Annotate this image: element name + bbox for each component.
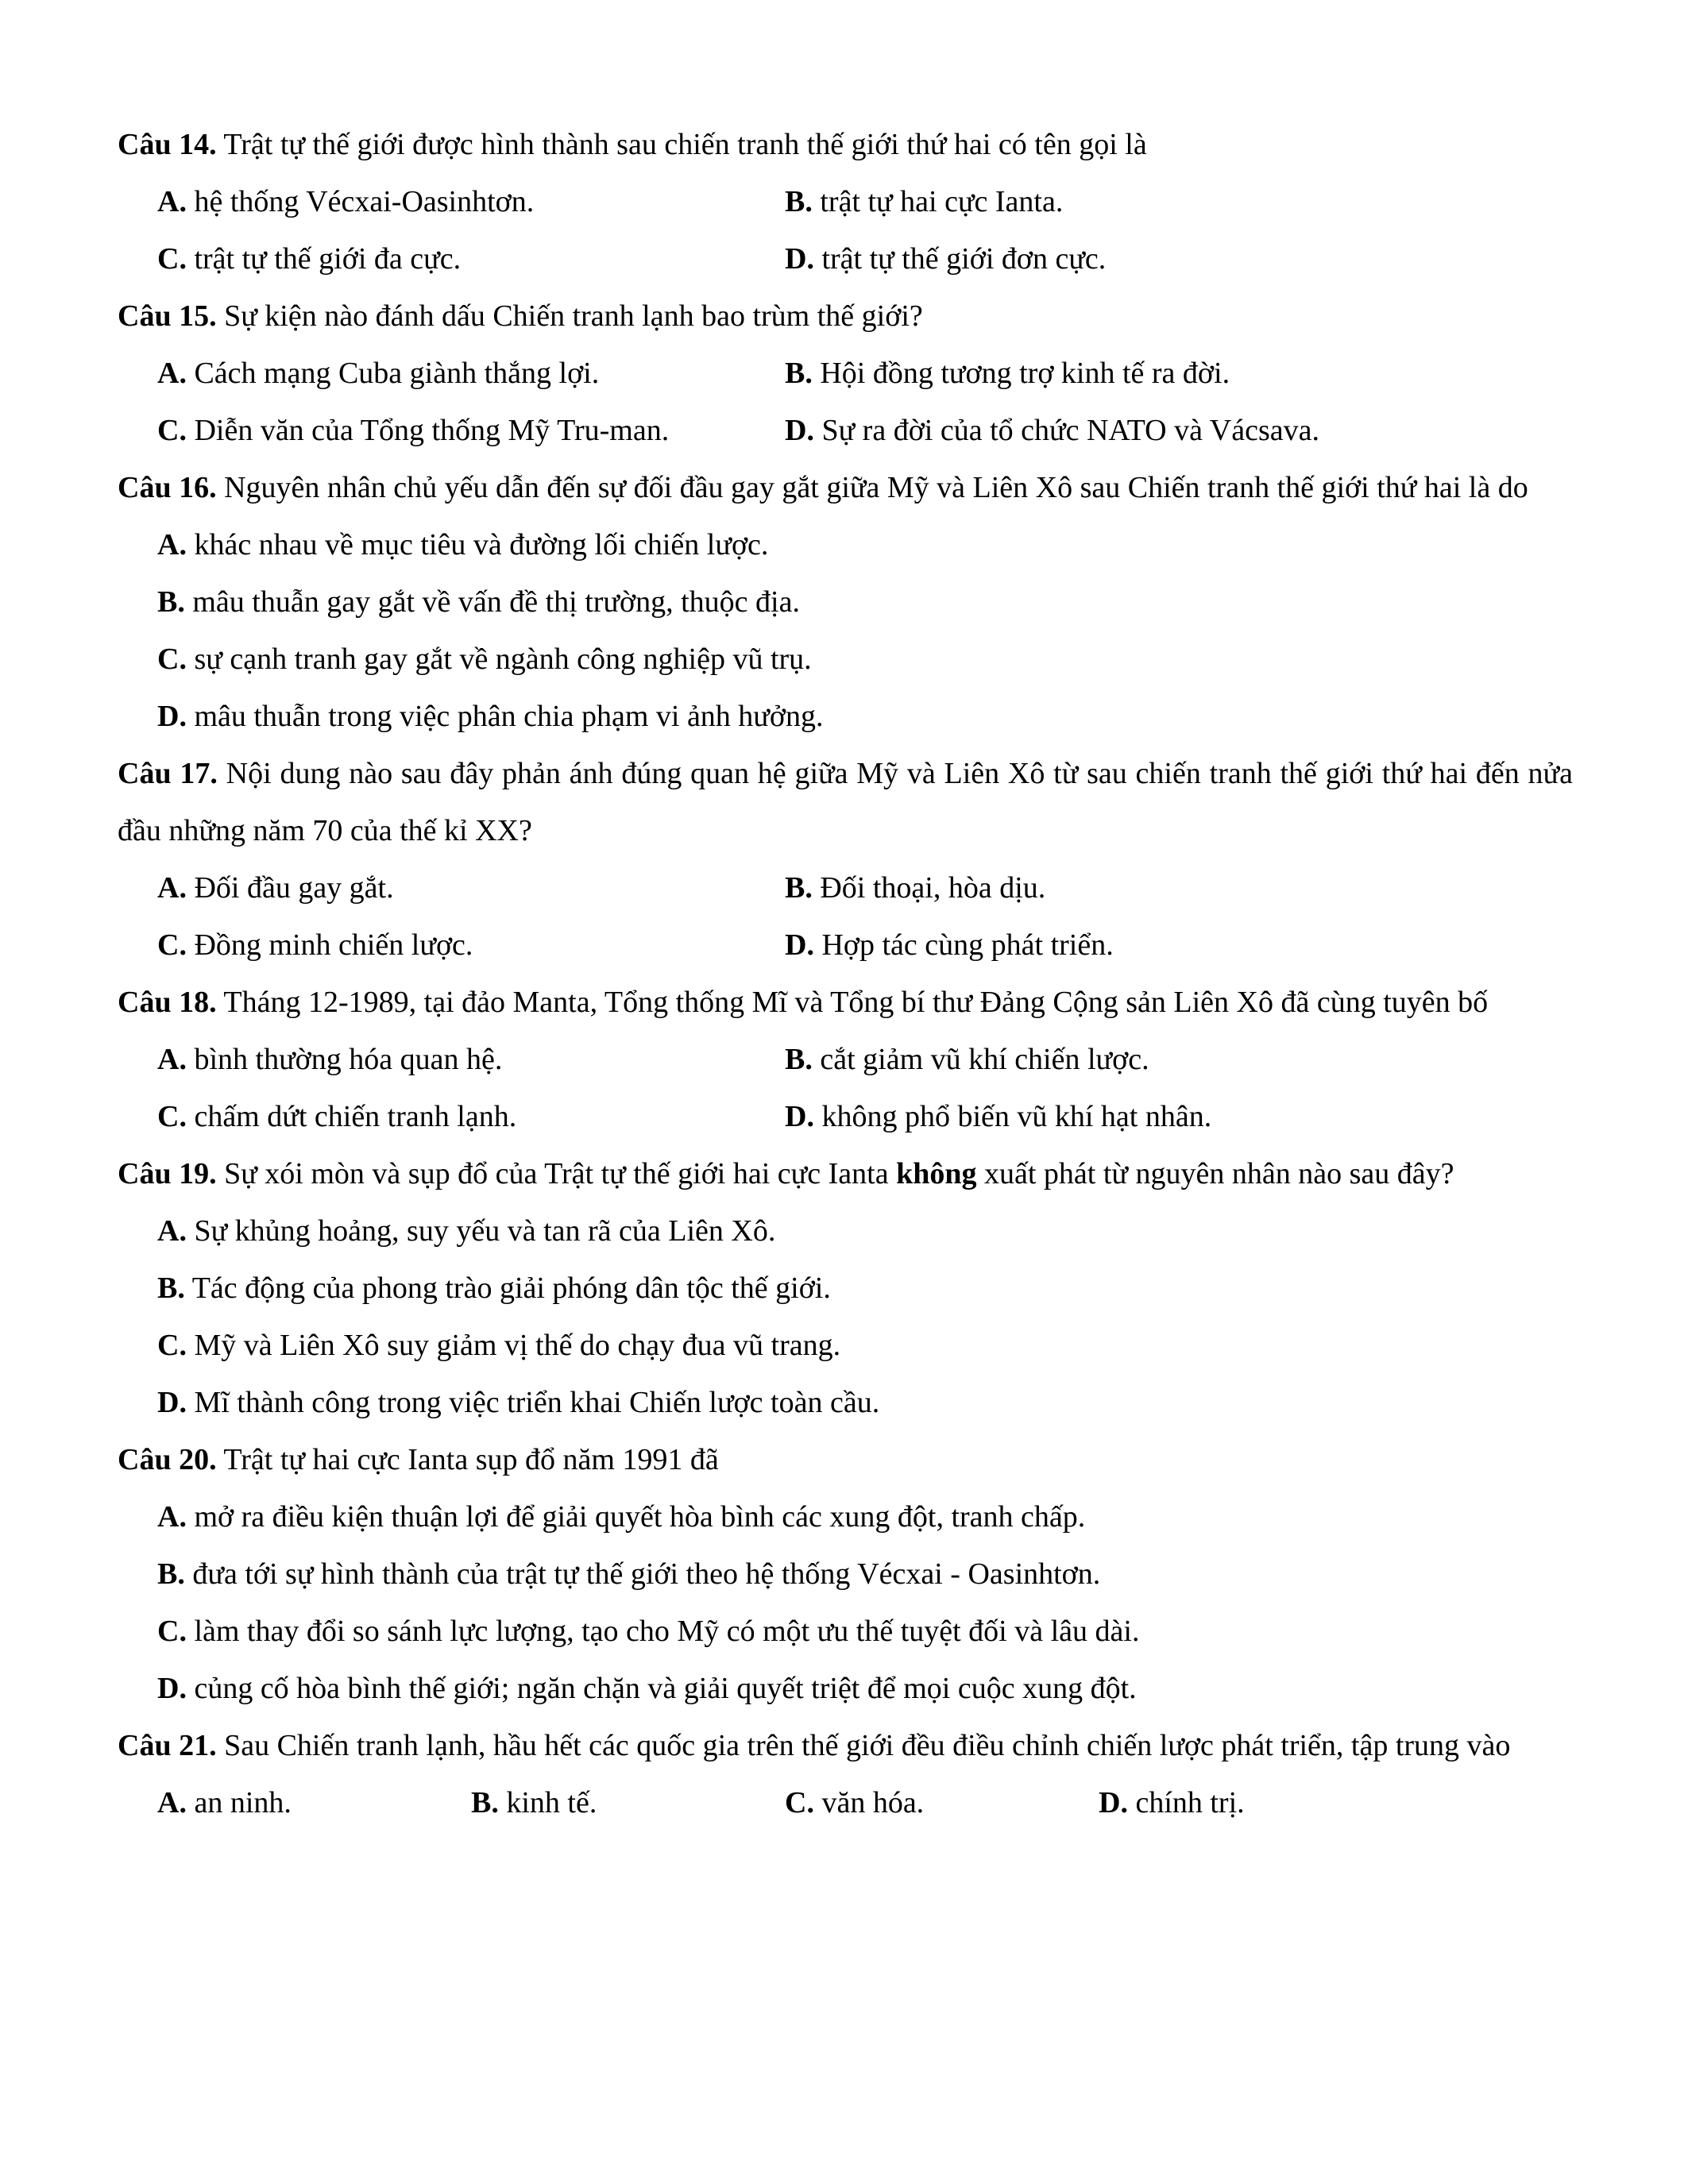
option-c [785, 1774, 1099, 1831]
option-row [157, 688, 1573, 745]
option-text: cắt giảm vũ khí chiến lược. [820, 1043, 1149, 1076]
answer-options [118, 1031, 1573, 1145]
option-c [157, 916, 785, 974]
stem-text: Sự xói mòn và sụp đổ của Trật tự thế giới hai cực Ianta [224, 1157, 897, 1190]
option-b [785, 859, 1412, 916]
option-letter: C. [157, 414, 187, 447]
stem-text: Sự kiện nào đánh dấu Chiến tranh lạnh bao trùm thế giới? [224, 299, 923, 333]
question-stem [118, 974, 1573, 1031]
option-a [157, 1488, 1085, 1545]
question-17 [118, 745, 1573, 974]
option-text: trật tự hai cực Ianta. [820, 185, 1064, 218]
question-label: Câu 15. [118, 299, 217, 333]
option-b [471, 1774, 785, 1831]
stem-text: Tháng 12-1989, tại đảo Manta, Tổng thống Mĩ và Tổng bí thư Đảng Cộng sản Liên Xô đã cùng tuyên bố [223, 986, 1489, 1019]
option-text: Tác động của phong trào giải phóng dân tộc thế giới. [191, 1271, 831, 1305]
option-text: Hợp tác cùng phát triển. [821, 928, 1114, 962]
option-row [157, 1603, 1573, 1660]
option-letter: D. [785, 928, 814, 962]
question-label: Câu 17. [118, 757, 218, 790]
question-21 [118, 1717, 1573, 1831]
option-row [157, 916, 1573, 974]
option-letter: C. [157, 242, 187, 276]
stem-text: Trật tự hai cực Ianta sụp đổ năm 1991 đã [223, 1443, 719, 1476]
question-16 [118, 459, 1573, 745]
question-20 [118, 1431, 1573, 1717]
option-a [157, 1774, 471, 1831]
option-letter: D. [785, 242, 814, 276]
option-letter: A. [157, 1043, 187, 1076]
option-letter: B. [157, 1557, 185, 1591]
option-letter: B. [471, 1786, 499, 1819]
option-text: trật tự thế giới đơn cực. [821, 242, 1107, 276]
option-letter: A. [157, 185, 187, 218]
answer-options [118, 1488, 1573, 1717]
option-text: an ninh. [194, 1786, 292, 1819]
option-text: sự cạnh tranh gay gắt về ngành công nghiệp vũ trụ. [194, 642, 812, 676]
option-b [785, 1031, 1412, 1088]
option-b [785, 345, 1412, 402]
option-text: Mỹ và Liên Xô suy giảm vị thế do chạy đua vũ trang. [194, 1329, 841, 1362]
question-label: Câu 20. [118, 1443, 217, 1476]
option-letter: A. [157, 1786, 187, 1819]
option-row [157, 516, 1573, 573]
option-letter: B. [785, 357, 813, 390]
answer-options [118, 859, 1573, 974]
option-d [157, 1374, 879, 1431]
option-c [157, 230, 785, 287]
option-letter: C. [157, 1100, 187, 1133]
option-letter: B. [785, 871, 813, 905]
stem-text: Trật tự thế giới được hình thành sau chiến tranh thế giới thứ hai có tên gọi là [223, 128, 1147, 161]
option-letter: D. [157, 700, 187, 733]
option-row [157, 173, 1573, 230]
option-a [157, 1202, 775, 1260]
option-letter: A. [157, 1214, 187, 1248]
question-stem [118, 1717, 1573, 1774]
option-row [157, 859, 1573, 916]
option-c [157, 1317, 840, 1374]
option-d [1099, 1774, 1412, 1831]
option-text: Mĩ thành công trong việc triển khai Chiến lược toàn cầu. [194, 1386, 880, 1419]
option-text: Sự ra đời của tổ chức NATO và Vácsava. [821, 414, 1319, 447]
option-text: chính trị. [1135, 1786, 1245, 1819]
option-letter: A. [157, 357, 187, 390]
question-stem [118, 1145, 1573, 1202]
question-label: Câu 21. [118, 1729, 217, 1762]
option-row [157, 573, 1573, 631]
option-letter: A. [157, 528, 187, 561]
option-b [157, 573, 800, 631]
option-row [157, 631, 1573, 688]
question-15 [118, 287, 1573, 459]
option-row [157, 1031, 1573, 1088]
option-letter: D. [157, 1672, 187, 1705]
option-text: mở ra điều kiện thuận lợi để giải quyết hòa bình các xung đột, tranh chấp. [194, 1500, 1086, 1534]
option-d [157, 1660, 1137, 1717]
option-d [785, 230, 1412, 287]
stem-text: Nội dung nào sau đây phản ánh đúng quan hệ giữa Mỹ và Liên Xô từ sau chiến tranh thế giới thứ hai đến nửa đầu những năm 70 của thế kỉ XX? [118, 757, 1573, 847]
option-text: kinh tế. [506, 1786, 597, 1819]
option-row [157, 1374, 1573, 1431]
exam-page [118, 116, 1573, 1831]
option-c [157, 631, 812, 688]
question-label: Câu 19. [118, 1157, 217, 1190]
option-row [157, 1545, 1573, 1603]
option-text: mâu thuẫn gay gắt về vấn đề thị trường, thuộc địa. [192, 585, 800, 619]
question-18 [118, 974, 1573, 1145]
option-text: Đồng minh chiến lược. [194, 928, 473, 962]
option-letter: B. [785, 185, 813, 218]
option-row [157, 1202, 1573, 1260]
question-stem [118, 287, 1573, 345]
option-c [157, 402, 785, 459]
option-text: không phổ biến vũ khí hạt nhân. [821, 1100, 1212, 1133]
option-text: chấm dứt chiến tranh lạnh. [194, 1100, 517, 1133]
question-14 [118, 116, 1573, 287]
option-row [157, 1488, 1573, 1545]
option-letter: B. [785, 1043, 813, 1076]
option-text: khác nhau về mục tiêu và đường lối chiến lược. [194, 528, 769, 561]
option-text: đưa tới sự hình thành của trật tự thế giới theo hệ thống Vécxai - Oasinhtơn. [192, 1557, 1101, 1591]
option-letter: C. [157, 1615, 187, 1648]
option-row [157, 345, 1573, 402]
option-letter: C. [157, 928, 187, 962]
option-text: mâu thuẫn trong việc phân chia phạm vi ảnh hưởng. [194, 700, 824, 733]
question-label: Câu 14. [118, 128, 217, 161]
option-b [157, 1260, 831, 1317]
option-d [785, 1088, 1412, 1145]
option-a [157, 1031, 785, 1088]
question-19 [118, 1145, 1573, 1431]
answer-options [118, 345, 1573, 459]
option-row [157, 1774, 1573, 1831]
option-letter: A. [157, 871, 187, 905]
option-text: hệ thống Vécxai-Oasinhtơn. [194, 185, 535, 218]
option-row [157, 1260, 1573, 1317]
option-text: văn hóa. [821, 1786, 925, 1819]
option-d [157, 688, 824, 745]
option-row [157, 402, 1573, 459]
option-b [157, 1545, 1100, 1603]
option-text: củng cố hòa bình thế giới; ngăn chặn và giải quyết triệt để mọi cuộc xung đột. [194, 1672, 1137, 1705]
option-a [157, 345, 785, 402]
option-letter: D. [157, 1386, 187, 1419]
option-letter: D. [1099, 1786, 1128, 1819]
option-a [157, 173, 785, 230]
option-row [157, 230, 1573, 287]
option-letter: A. [157, 1500, 187, 1534]
option-letter: C. [785, 1786, 814, 1819]
question-label: Câu 18. [118, 986, 217, 1019]
question-label: Câu 16. [118, 471, 217, 504]
option-letter: C. [157, 1329, 187, 1362]
option-text: Diễn văn của Tổng thống Mỹ Tru-man. [194, 414, 670, 447]
stem-text: xuất phát từ nguyên nhân nào sau đây? [976, 1157, 1454, 1190]
question-stem [118, 459, 1573, 516]
option-text: Đối đầu gay gắt. [194, 871, 394, 905]
option-letter: D. [785, 414, 814, 447]
option-d [785, 402, 1412, 459]
option-a [157, 859, 785, 916]
option-row [157, 1317, 1573, 1374]
question-stem [118, 745, 1573, 859]
option-text: trật tự thế giới đa cực. [194, 242, 462, 276]
option-letter: C. [157, 642, 187, 676]
answer-options [118, 516, 1573, 745]
option-a [157, 516, 768, 573]
option-row [157, 1660, 1573, 1717]
answer-options [118, 1202, 1573, 1431]
stem-text: Sau Chiến tranh lạnh, hầu hết các quốc gia trên thế giới đều điều chỉnh chiến lược phát triển, tập trung vào [224, 1729, 1511, 1762]
option-letter: B. [157, 1271, 185, 1305]
stem-emphasis: không [896, 1157, 977, 1190]
option-c [157, 1603, 1139, 1660]
option-row [157, 1088, 1573, 1145]
option-text: Sự khủng hoảng, suy yếu và tan rã của Liên Xô. [194, 1214, 776, 1248]
question-stem [118, 1431, 1573, 1488]
option-c [157, 1088, 785, 1145]
stem-text: Nguyên nhân chủ yếu dẫn đến sự đối đầu gay gắt giữa Mỹ và Liên Xô sau Chiến tranh thế giới thứ hai là do [224, 471, 1528, 504]
option-b [785, 173, 1412, 230]
option-letter: D. [785, 1100, 814, 1133]
option-text: Cách mạng Cuba giành thắng lợi. [194, 357, 600, 390]
option-letter: B. [157, 585, 185, 619]
option-text: làm thay đổi so sánh lực lượng, tạo cho Mỹ có một ưu thế tuyệt đối và lâu dài. [194, 1615, 1140, 1648]
question-stem [118, 116, 1573, 173]
answer-options [118, 173, 1573, 287]
option-text: Đối thoại, hòa dịu. [820, 871, 1046, 905]
option-text: Hội đồng tương trợ kinh tế ra đời. [820, 357, 1230, 390]
option-d [785, 916, 1412, 974]
option-text: bình thường hóa quan hệ. [194, 1043, 503, 1076]
answer-options [118, 1774, 1573, 1831]
